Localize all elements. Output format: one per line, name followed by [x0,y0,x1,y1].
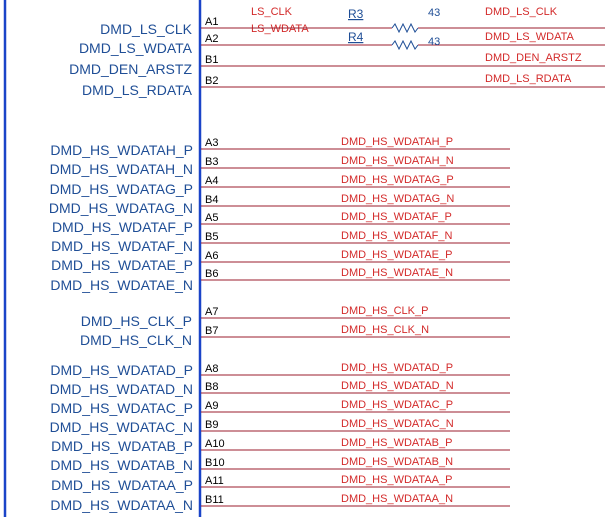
pin-number-label: B11 [205,494,224,506]
pin-name-label: DMD_HS_WDATAH_N [49,161,193,177]
resistor-symbol [392,24,418,32]
net-label: DMD_HS_WDATAC_N [341,418,454,430]
pin-number-label: A9 [205,400,219,412]
pin-name-label: DMD_LS_RDATA [82,82,192,98]
pin-number-label: A8 [205,363,219,375]
pin-name-label: DMD_HS_WDATAD_N [49,381,193,397]
pin-number-label: B7 [205,325,219,337]
net-label: DMD_HS_WDATAF_P [341,211,452,223]
pin-name-label: DMD_HS_WDATAE_N [50,277,193,293]
pin-name-label: DMD_HS_WDATAB_P [51,438,193,454]
pin-number-label: B2 [205,75,219,87]
net-label: DMD_HS_WDATAA_P [341,474,453,486]
pin-number-label: A5 [205,212,219,224]
pin-number-label: A10 [205,438,225,450]
pin-number-label: A11 [205,475,224,487]
pin-number-label: A6 [205,250,219,262]
pins-layer [49,6,582,513]
net-label: DMD_HS_WDATAE_P [341,249,453,261]
pin-number-label: B3 [205,156,219,168]
resistor-ref-label: R4 [348,30,364,44]
net-label: DMD_LS_WDATA [485,31,574,43]
pin-number-label: A4 [205,175,219,187]
pin-number-label: B1 [205,54,219,66]
net-label: DMD_HS_WDATAH_P [341,136,454,148]
pin-name-label: DMD_HS_WDATAG_P [49,181,193,197]
pin-number-label: B6 [205,268,219,280]
pin-name-label: DMD_HS_WDATAA_N [50,497,193,513]
net-label: DMD_HS_WDATAG_N [341,193,455,205]
pin-number-label: B9 [205,419,219,431]
net-label: DMD_HS_WDATAD_P [341,362,454,374]
pin-name-label: DMD_HS_CLK_N [79,332,192,348]
net-label: LS_WDATA [251,23,309,35]
pin-name-label: DMD_HS_CLK_P [80,313,192,329]
pin-name-label: DMD_HS_WDATAC_N [49,419,193,435]
pin-number-label: A3 [205,137,219,149]
pin-name-label: DMD_HS_WDATAF_N [51,238,193,254]
resistor-symbol [392,41,418,49]
net-label: DMD_HS_WDATAE_N [341,267,454,279]
net-label: LS_CLK [251,6,292,18]
resistor-ref-label: R3 [348,7,364,21]
net-label: DMD_HS_WDATAA_N [341,493,454,505]
pin-name-label: DMD_HS_WDATAA_P [51,477,193,493]
pin-name-label: DMD_HS_WDATAG_N [48,200,193,216]
net-label: DMD_LS_CLK [485,6,558,18]
pin-name-label: DMD_HS_WDATAD_P [50,362,193,378]
pin-name-label: DMD_DEN_ARSTZ [69,61,192,77]
pin-number-label: A1 [205,16,219,28]
pin-name-label: DMD_HS_WDATAB_N [50,457,193,473]
resistor-value-label: 43 [428,7,441,19]
pin-number-label: B8 [205,381,219,393]
pin-name-label: DMD_HS_WDATAF_P [51,219,193,235]
net-label: DMD_HS_WDATAD_N [341,380,454,392]
net-label: DMD_HS_WDATAG_P [341,174,454,186]
pin-number-label: B5 [205,231,219,243]
pin-number-label: A2 [205,33,219,45]
pin-name-label: DMD_HS_WDATAH_P [50,142,193,158]
pin-name-label: DMD_LS_CLK [100,21,192,37]
net-label: DMD_DEN_ARSTZ [485,52,582,64]
pin-name-label: DMD_LS_WDATA [78,40,192,56]
net-label: DMD_LS_RDATA [485,73,572,85]
net-label: DMD_HS_WDATAB_N [341,456,454,468]
resistor-value-label: 43 [428,36,441,48]
net-label: DMD_HS_WDATAH_N [341,155,454,167]
net-label: DMD_HS_CLK_P [341,305,429,317]
net-label: DMD_HS_CLK_N [341,324,430,336]
net-label: DMD_HS_WDATAC_P [341,399,454,411]
pin-name-label: DMD_HS_WDATAC_P [50,400,193,416]
pin-name-label: DMD_HS_WDATAE_P [51,257,193,273]
pin-number-label: A7 [205,306,219,318]
net-label: DMD_HS_WDATAB_P [341,437,453,449]
pin-number-label: B10 [205,457,225,469]
pin-number-label: B4 [205,194,219,206]
net-label: DMD_HS_WDATAF_N [341,230,453,242]
